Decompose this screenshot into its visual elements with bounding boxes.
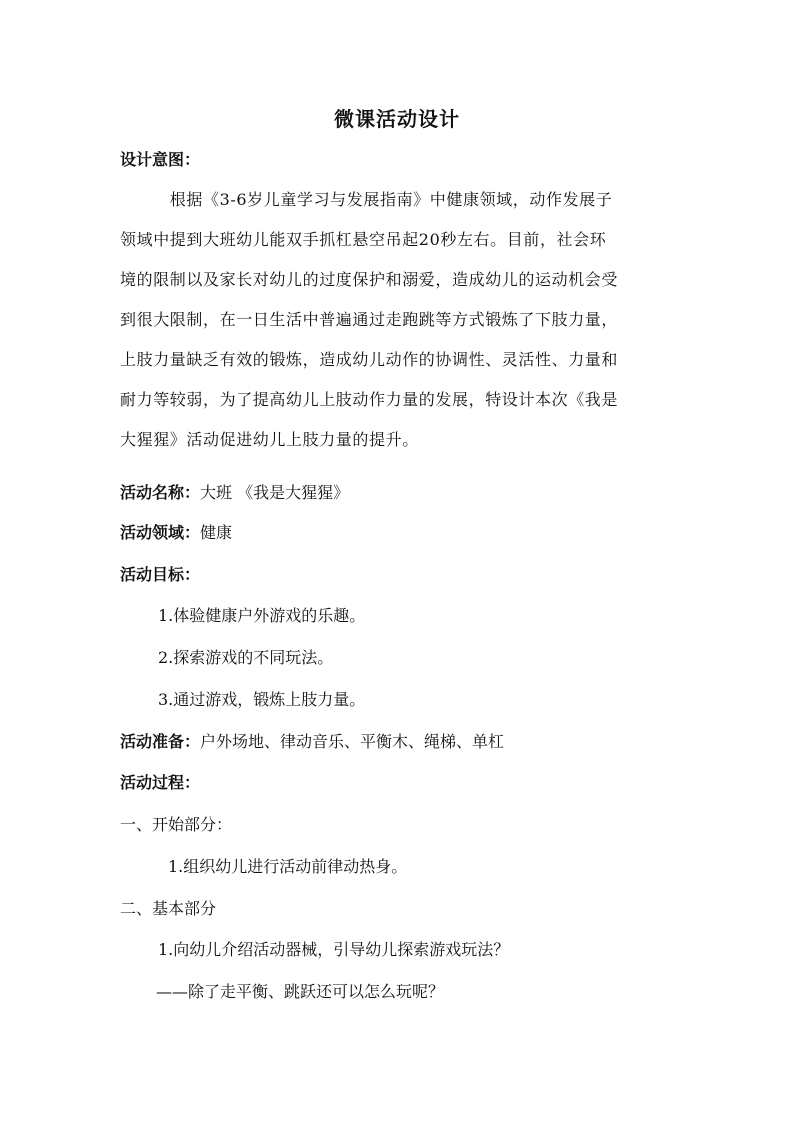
activity-domain-value: 健康	[200, 523, 233, 542]
intent-line: 大猩猩》活动促进幼儿上肢力量的提升。	[120, 430, 419, 449]
activity-process-label: 活动过程：	[120, 773, 201, 792]
part2-heading: 二、基本部分	[120, 899, 217, 918]
goal-item: 3.通过游戏，锻炼上肢力量。	[158, 690, 366, 709]
activity-prep-row	[120, 732, 504, 752]
activity-prep-label: 活动准备：	[120, 732, 201, 751]
activity-name-row	[120, 483, 349, 503]
activity-domain-row	[120, 523, 232, 543]
activity-domain-label: 活动领域：	[120, 523, 201, 542]
activity-goals-label: 活动目标：	[120, 565, 201, 584]
activity-name-value: 大班 《我是大猩猩》	[200, 483, 350, 502]
goal-item: 2.探索游戏的不同玩法。	[158, 648, 334, 667]
activity-name-label: 活动名称：	[120, 483, 201, 502]
activity-process-row	[120, 773, 200, 793]
intent-line: 境的限制以及家长对幼儿的过度保护和溺爱，造成幼儿的运动机会受	[120, 270, 619, 289]
intent-line: 根据《3-6岁儿童学习与发展指南》中健康领域，动作发展子	[120, 190, 613, 209]
goal-item: 1.体验健康户外游戏的乐趣。	[158, 606, 366, 625]
activity-goals-row	[120, 565, 200, 585]
part2-question: ——除了走平衡、跳跃还可以怎么玩呢？	[156, 982, 445, 1001]
intent-line: 上肢力量缺乏有效的锻炼，造成幼儿动作的协调性、灵活性、力量和	[120, 350, 619, 369]
part2-item: 1.向幼儿介绍活动器械，引导幼儿探索游戏玩法？	[158, 940, 510, 959]
document-title: 微课活动设计	[334, 107, 460, 131]
intent-line: 到很大限制，在一日生活中普遍通过走跑跳等方式锻炼了下肢力量，	[120, 310, 619, 329]
activity-prep-value: 户外场地、律动音乐、平衡木、绳梯、单杠	[200, 732, 505, 751]
intent-paragraph	[120, 185, 680, 465]
intent-line: 耐力等较弱，为了提高幼儿上肢动作力量的发展，特设计本次《我是	[120, 390, 619, 409]
intent-label	[120, 150, 200, 170]
intent-line: 领域中提到大班幼儿能双手抓杠悬空吊起20秒左右。目前，社会环	[120, 230, 607, 249]
intent-label-text: 设计意图：	[120, 150, 201, 169]
part1-heading: 一、开始部分：	[120, 815, 233, 834]
part1-item: 1.组织幼儿进行活动前律动热身。	[168, 857, 408, 876]
